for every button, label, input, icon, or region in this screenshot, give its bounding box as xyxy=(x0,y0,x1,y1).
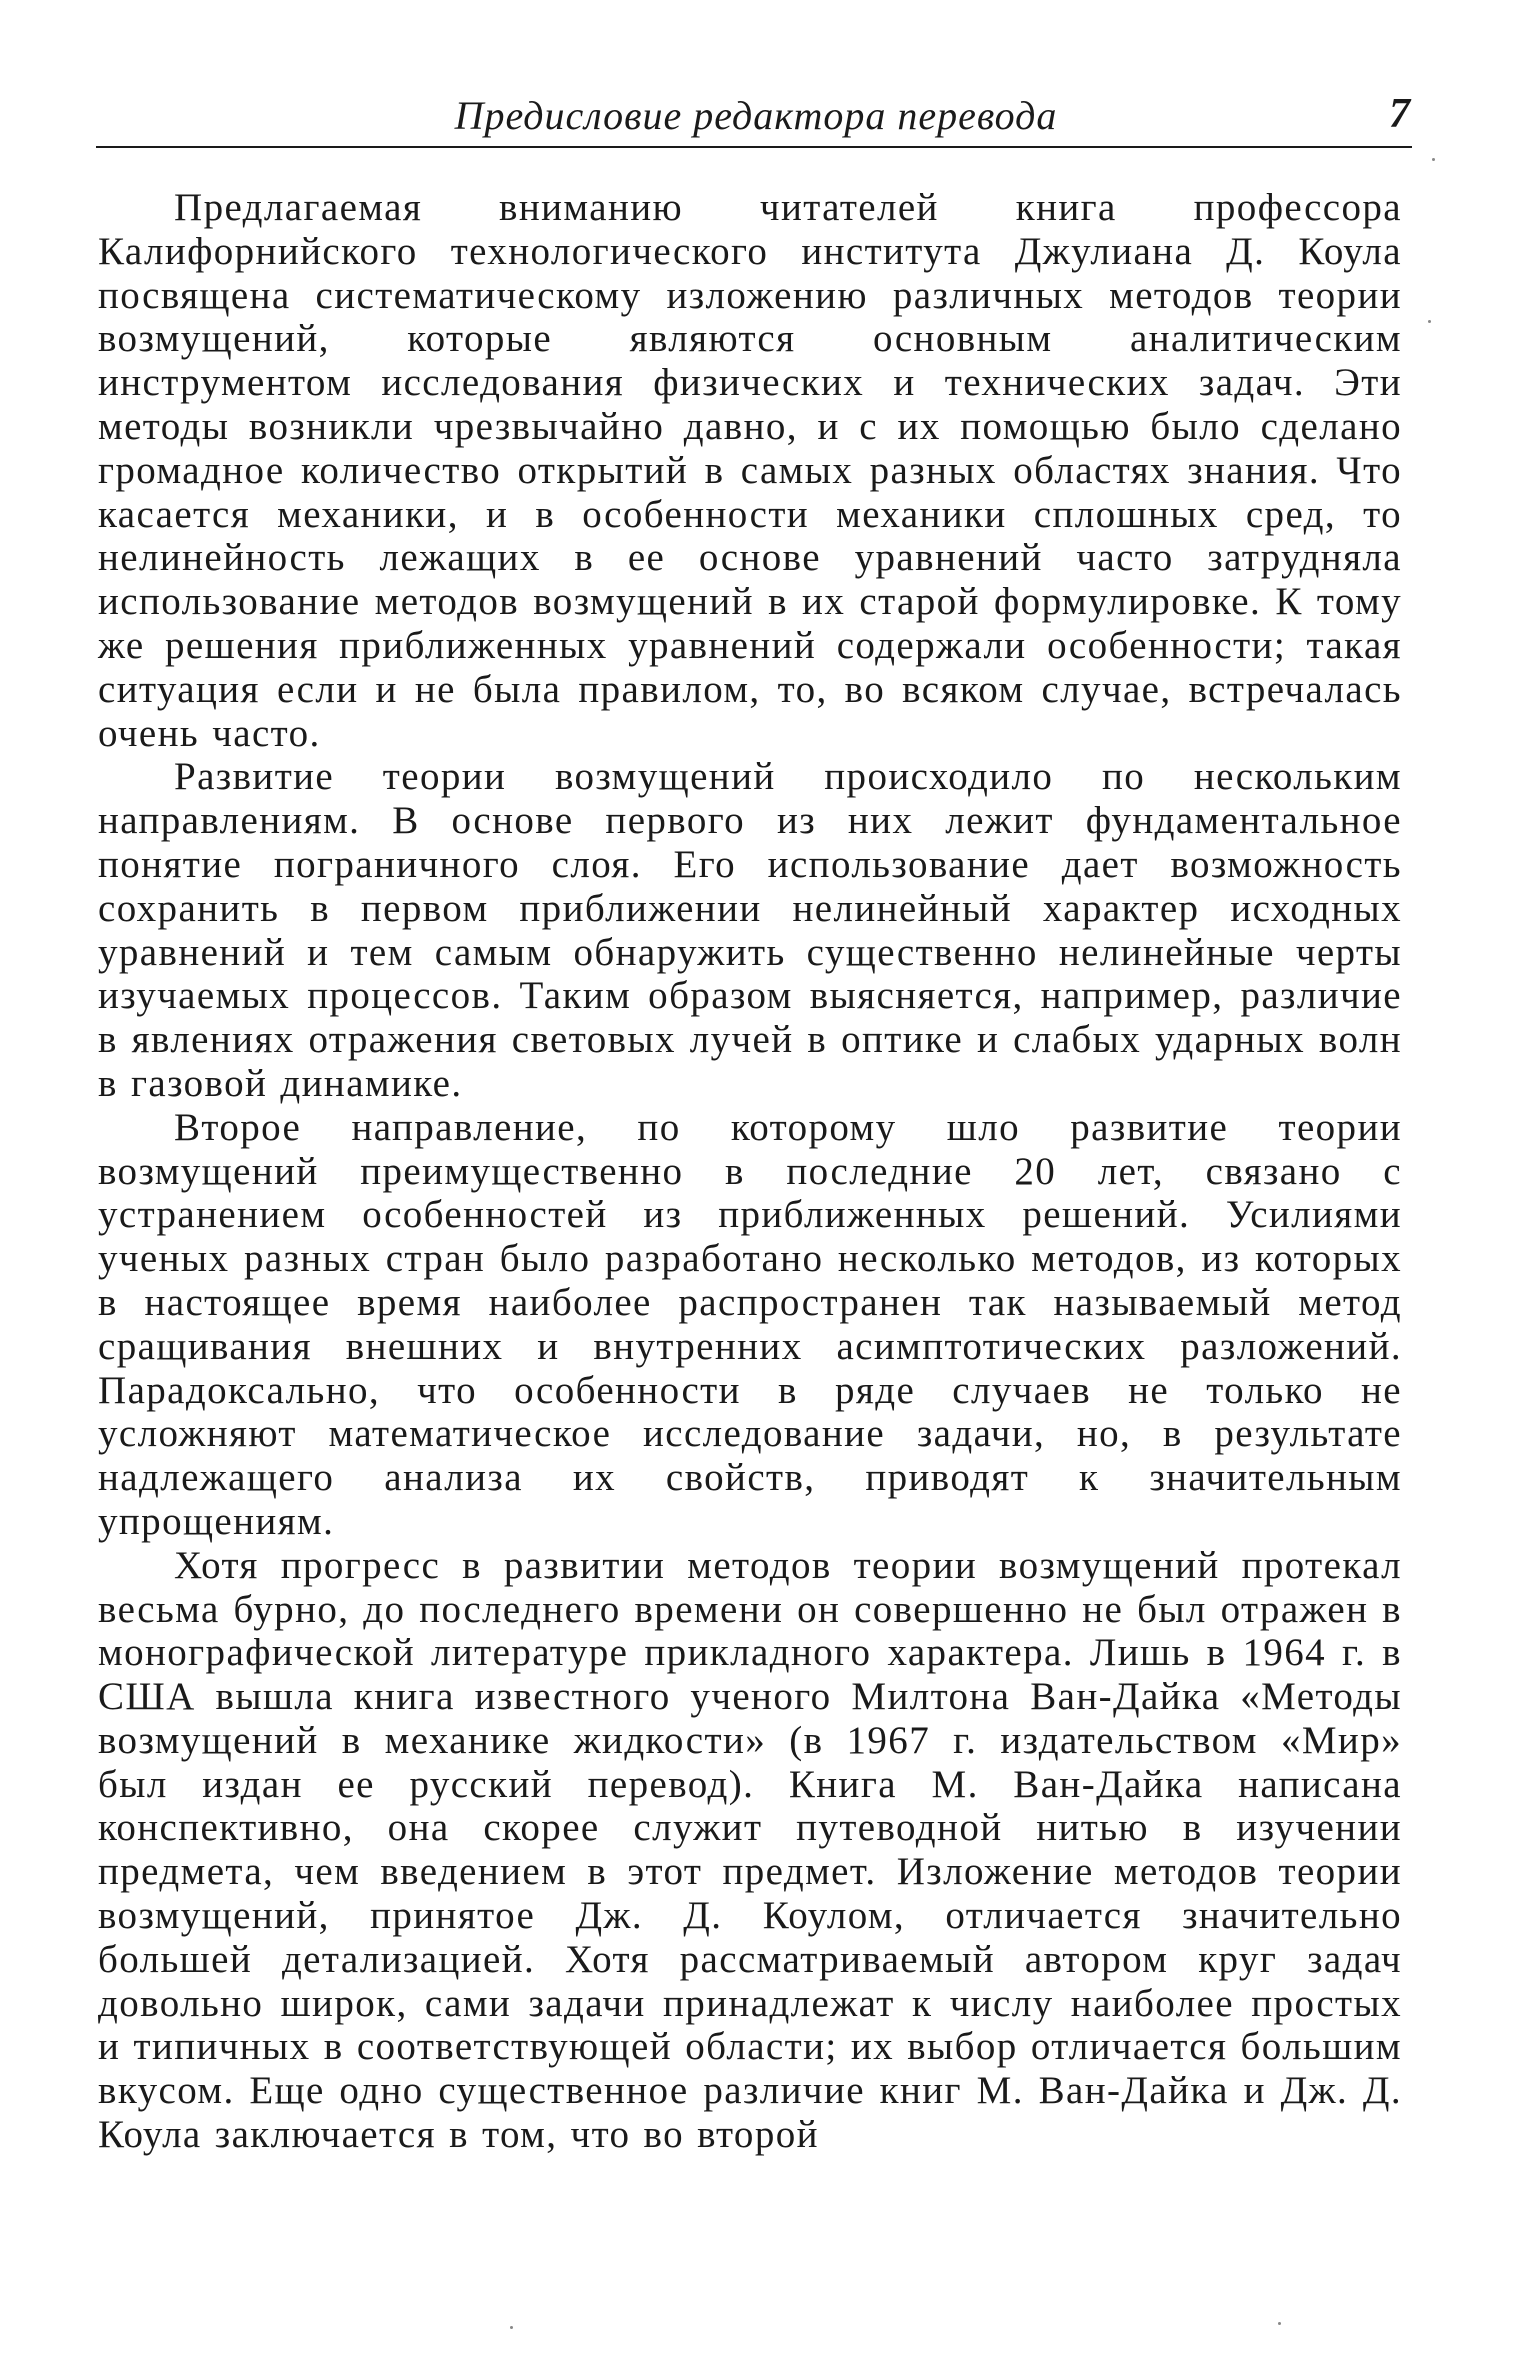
print-speck xyxy=(510,2326,513,2329)
header-rule xyxy=(96,146,1412,148)
page-number: 7 xyxy=(1389,91,1410,137)
paragraph-4: Хотя прогресс в развитии методов теории возмущений протекал весьма бурно, до последнего времени он совершенно не был отражен в монографической литературе прикладного характера. Лишь в 1964 г. в США вышла книга известного ученого Милтона Ван-Дайка «Методы возмущений в механике жидкости» (в 1967 г. издательством «Мир» был издан ее русский перевод). Книга М. Ван-Дайка написана конспективно, она скорее служит путеводной нитью в изучении предмета, чем введением в этот предмет. Изложение методов теории возмущений, принятое Дж. Д. Коулом, отличается значительно большей детализацией. Хотя рассматриваемый автором круг задач довольно широк, сами задачи принадлежат к числу наиболее простых и типичных в соответствующей области; их выбор отличается большим вкусом. Еще одно существенное различие книг М. Ван-Дайка и Дж. Д. Коула заключается в том, что во второй xyxy=(98,1543,1402,2157)
running-head xyxy=(96,88,1416,148)
body-text xyxy=(98,186,1402,2157)
paragraph-1: Предлагаемая вниманию читателей книга профессора Калифорнийского технологического института Джулиана Д. Коула посвящена систематическому изложению различных методов теории возмущений, которые являются основным аналитическим инструментом исследования физических и технических задач. Эти методы возникли чрезвычайно давно, и с их помощью было сделано громадное количество открытий в самых разных областях знания. Что касается механики, и в особенности механики сплошных сред, то нелинейность лежащих в ее основе уравнений часто затрудняла использование методов возмущений в их старой формулировке. К тому же решения приближенных уравнений содержали особенности; такая ситуация если и не была правилом, то, во всяком случае, встречалась очень часто. xyxy=(98,186,1402,755)
print-speck xyxy=(1432,158,1435,161)
paragraph-3: Второе направление, по которому шло развитие теории возмущений преимущественно в последние 20 лет, связано с устранением особенностей из приближенных решений. Усилиями ученых разных стран было разработано несколько методов, из которых в настоящее время наиболее распространен так называемый метод сращивания внешних и внутренних асимптотических разложений. Парадоксально, что особенности в ряде случаев не только не усложняют математическое исследование задачи, но, в результате надлежащего анализа их свойств, приводят к значительным упрощениям. xyxy=(98,1105,1402,1543)
running-title: Предисловие редактора перевода xyxy=(454,93,1058,138)
print-speck xyxy=(1428,320,1431,323)
print-speck xyxy=(1278,2322,1281,2325)
paragraph-2: Развитие теории возмущений происходило по нескольким направлениям. В основе первого из них лежит фундаментальное понятие пограничного слоя. Его использование дает возможность сохранить в первом приближении нелинейный характер исходных уравнений и тем самым обнаружить существенно нелинейные черты изучаемых процессов. Таким образом выясняется, например, различие в явлениях отражения световых лучей в оптике и слабых ударных волн в газовой динамике. xyxy=(98,755,1402,1105)
